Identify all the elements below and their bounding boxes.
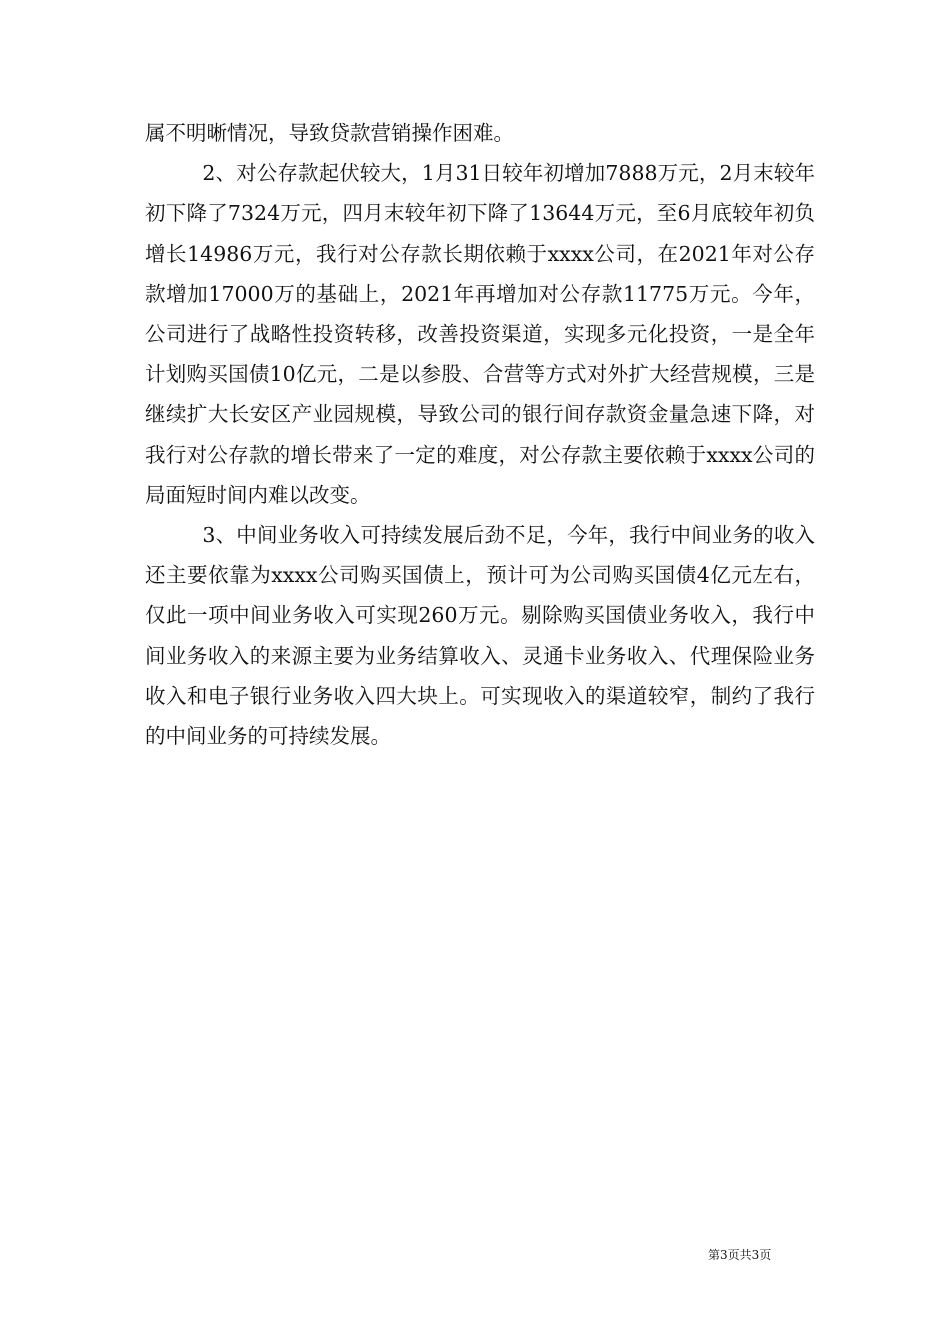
page-number-footer: 第3页共3页 (708, 1248, 772, 1262)
paragraph-item-3: 3、中间业务收入可持续发展后劲不足，今年，我行中间业务的收入还主要依靠为xxxx公司购买国债上，预计可为公司购买国债4亿元左右，仅此一项中间业务收入可实现260万元。剔除购买国债业务收入，我行中间业务收入的来源主要为业务结算收入、灵通卡业务收入、代理保险业务收入和电子银行业务收入四大块上。可实现收入的渠道较窄，制约了我行的中间业务的可持续发展。 (145, 523, 815, 749)
paragraph-item-2: 2、对公存款起伏较大，1月31日较年初增加7888万元，2月末较年初下降了7324万元，四月末较年初下降了13644万元，至6月底较年初负增长14986万元，我行对公存款长期依赖于xxxx公司，在2021年对公存款增加17000万的基础上，2021年再增加对公存款11775万元。今年，公司进行了战略性投资转移，改善投资渠道，实现多元化投资，一是全年计划购买国债10亿元，二是以参股、合营等方式对外扩大经营规模，三是继续扩大长安区产业园规模，导致公司的银行间存款资金量急速下降，对我行对公存款的增长带来了一定的难度，对公存款主要依赖于xxxx公司的局面短时间内难以改变。 (145, 161, 815, 507)
paragraph-continuation: 属不明晰情况，导致贷款营销操作困难。 (145, 121, 514, 145)
document-body (145, 113, 815, 756)
